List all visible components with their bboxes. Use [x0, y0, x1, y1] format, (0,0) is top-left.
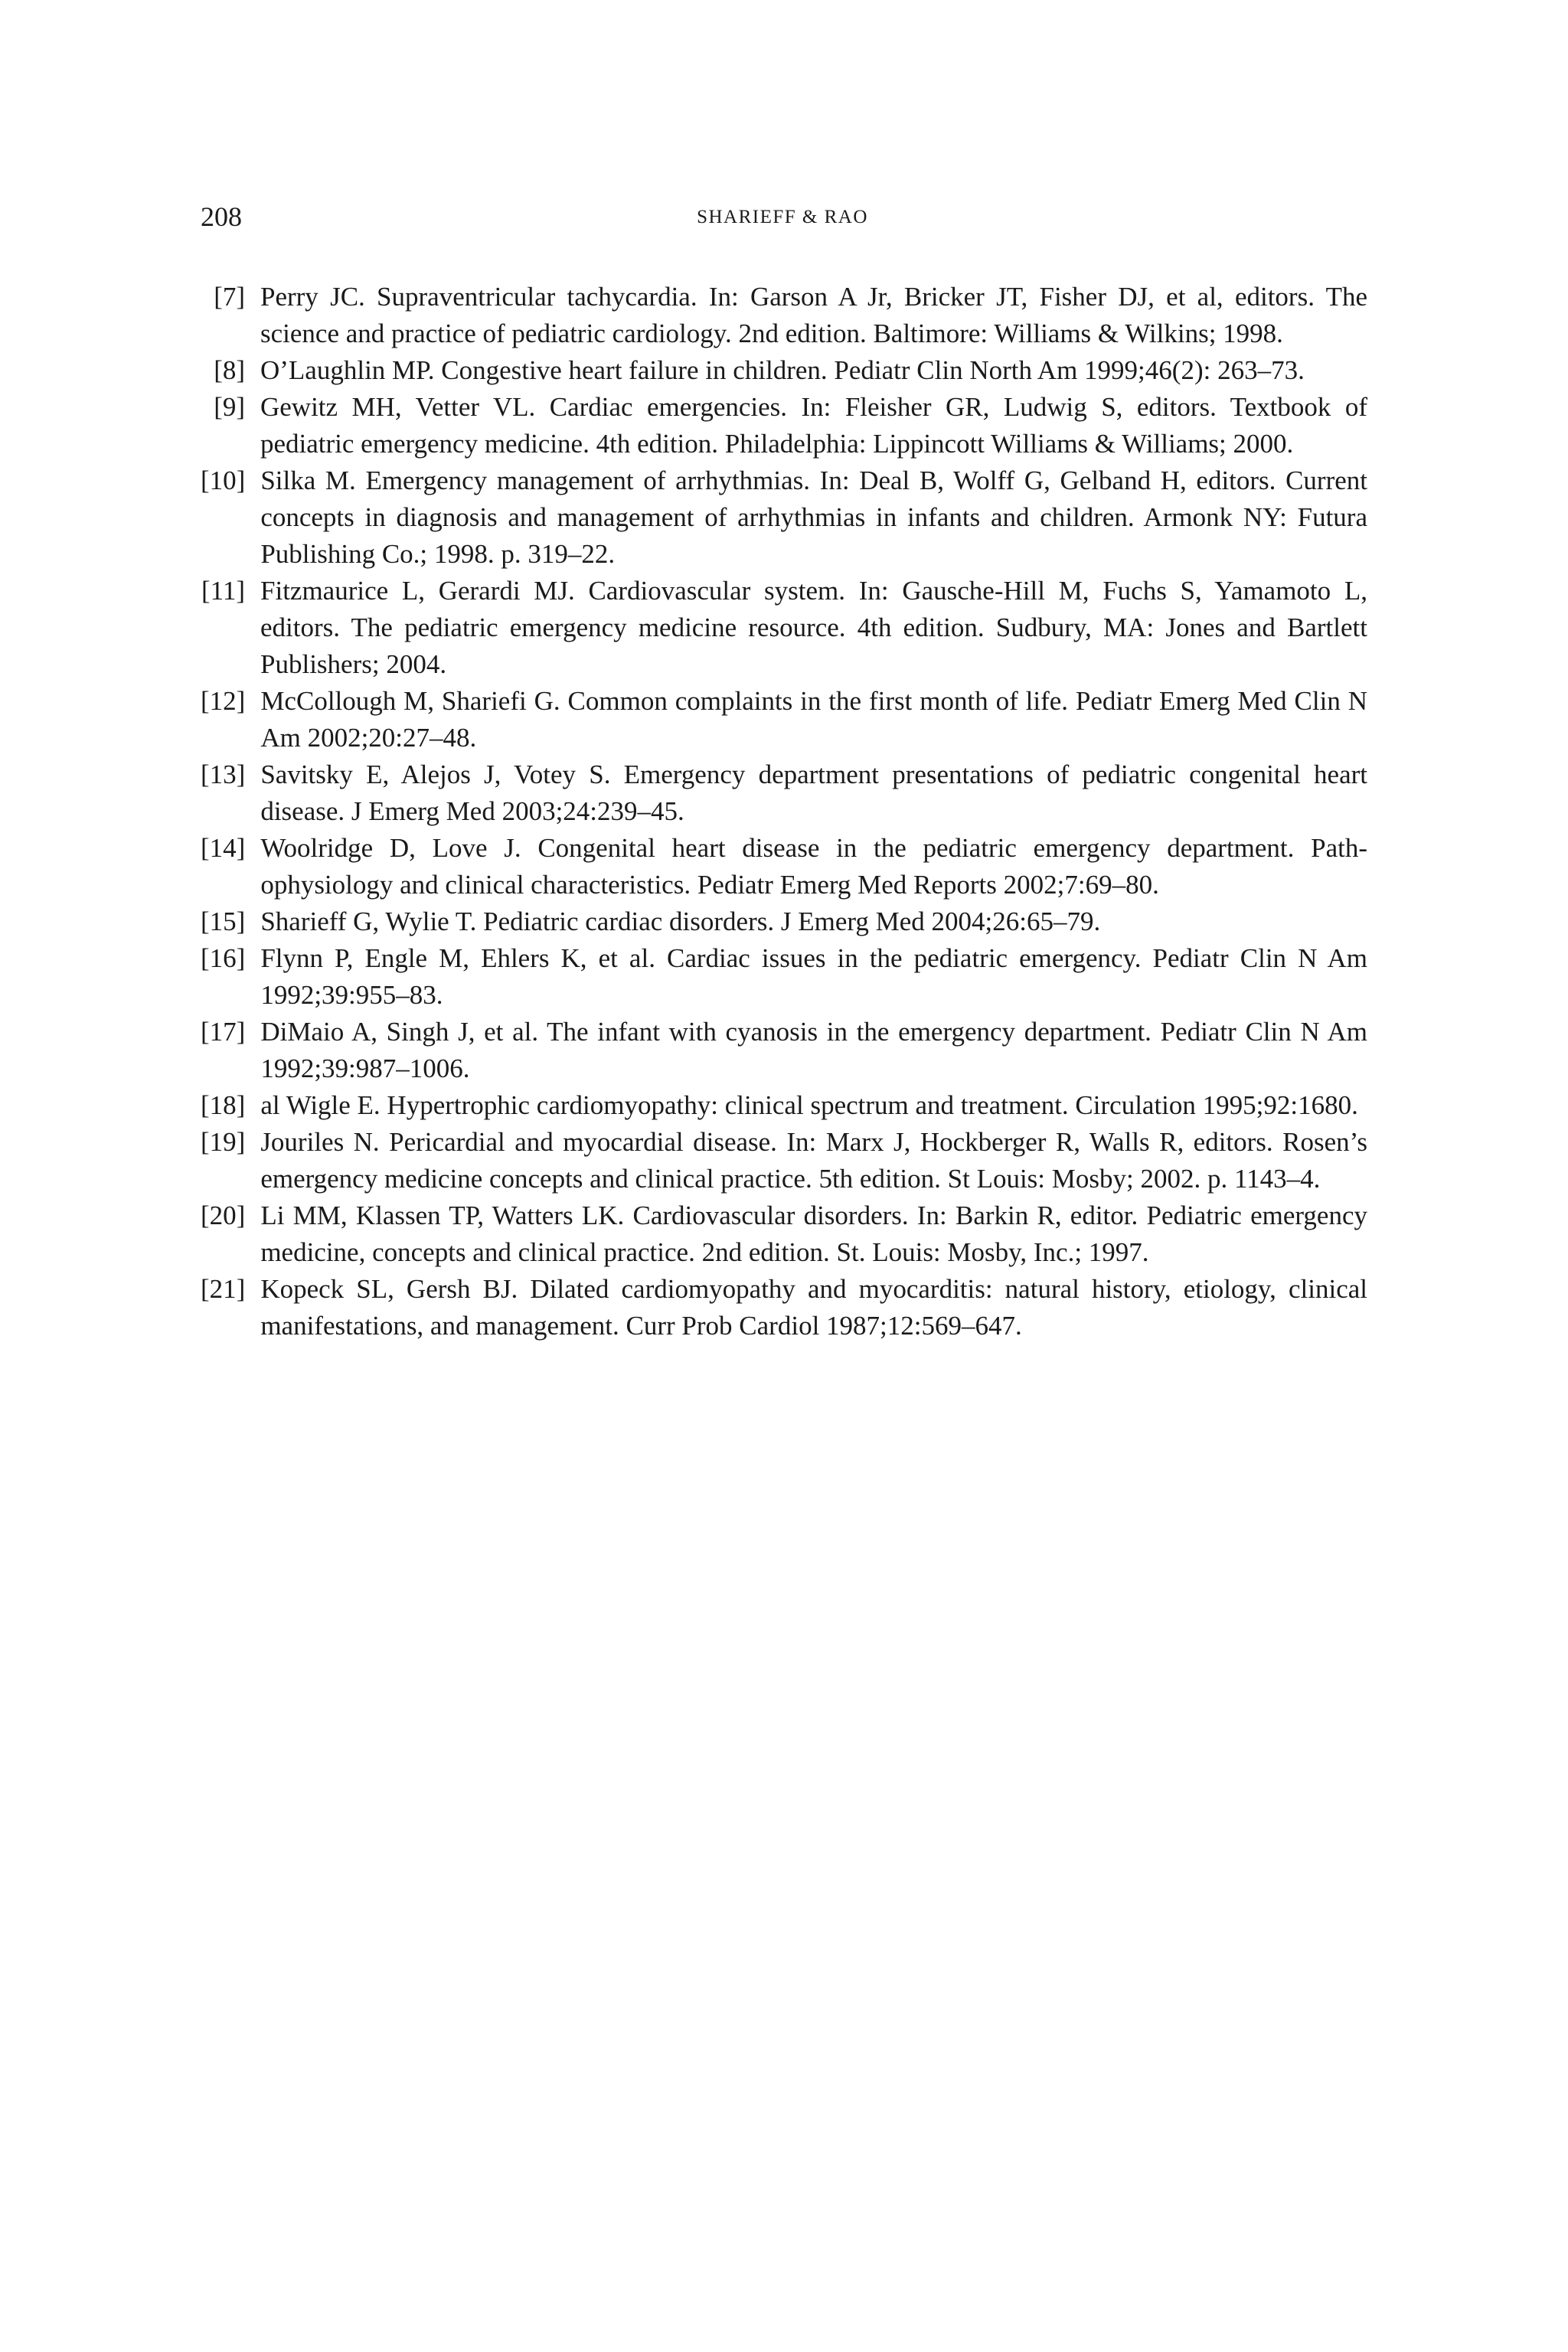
- reference-item: [201, 683, 1367, 756]
- reference-text: Flynn P, Engle M, Ehlers K, et al. Cardiac issues in the pediatric emergency. Pediatr Clin N Am 1992;39:955–83.: [260, 943, 1367, 1010]
- reference-number: [11]: [201, 576, 245, 606]
- reference-text: Gewitz MH, Vetter VL. Cardiac emergencies. In: Fleisher GR, Ludwig S, editors. Textbook of pediatric emergency medicine. 4th edition. Philadelphia: Lippincott Williams & Williams; 2000.: [260, 392, 1367, 459]
- reference-item: [201, 756, 1367, 830]
- reference-item: [201, 1197, 1367, 1271]
- reference-number: [10]: [201, 466, 246, 495]
- page-header: [201, 198, 1364, 236]
- running-head: SHARIEFF & RAO: [697, 207, 868, 227]
- reference-text: al Wigle E. Hypertrophic cardiomyopathy: clinical spectrum and treatment. Circulation 1995;92:1680.: [260, 1090, 1358, 1120]
- reference-number: [7]: [214, 282, 245, 312]
- reference-number: [8]: [214, 355, 245, 385]
- reference-text: Silka M. Emergency management of arrhythmias. In: Deal B, Wolff G, Gelband H, editors. Current concepts in diagnosis and management of arrhythmias in infants and children. Armonk NY: Futura Publishing Co.; 1998. p. 319–22.: [260, 466, 1367, 569]
- reference-item: [201, 279, 1367, 352]
- reference-item: [201, 940, 1367, 1014]
- reference-text: Li MM, Klassen TP, Watters LK. Cardiovascular disorders. In: Barkin R, editor. Pediatric emergency medicine, concepts and clinical practice. 2nd edition. St. Louis: Mosby, Inc.; 1997.: [260, 1200, 1367, 1267]
- reference-number: [17]: [201, 1017, 246, 1047]
- reference-number: [19]: [201, 1127, 246, 1157]
- reference-number: [21]: [201, 1274, 246, 1304]
- reference-list: [201, 279, 1367, 1344]
- reference-item: [201, 1124, 1367, 1197]
- reference-text: Sharieff G, Wylie T. Pediatric cardiac disorders. J Emerg Med 2004;26:65–79.: [260, 906, 1101, 936]
- reference-number: [15]: [201, 906, 246, 936]
- reference-item: [201, 352, 1367, 389]
- reference-text: Perry JC. Supraventricular tachycardia. In: Garson A Jr, Bricker JT, Fisher DJ, et al, editors. The science and practice of pediatric cardiology. 2nd edition. Baltimore: Williams & Wilkins; 1998.: [260, 282, 1367, 348]
- reference-number: [14]: [201, 833, 246, 863]
- reference-text: Savitsky E, Alejos J, Votey S. Emergency department presentations of pediatric congenital heart disease. J Emerg Med 2003;24:239–45.: [260, 760, 1367, 826]
- reference-text: Kopeck SL, Gersh BJ. Dilated cardiomyopathy and myocarditis: natural history, etiology, clinical manifestations, and management. Curr Prob Cardiol 1987;12:569–647.: [260, 1274, 1367, 1341]
- reference-number: [9]: [214, 392, 245, 422]
- reference-number: [13]: [201, 760, 246, 789]
- reference-text: Fitzmaurice L, Gerardi MJ. Cardiovascular system. In: Gausche-Hill M, Fuchs S, Yamamoto L, editors. The pediatric emergency medicine resource. 4th edition. Sudbury, MA: Jones and Bartlett Publishers; 2004.: [260, 576, 1367, 679]
- reference-item: [201, 830, 1367, 903]
- reference-text: Woolridge D, Love J. Congenital heart disease in the pediatric emergency department. Pathophysiology and clinical characteristics. Pediatr Emerg Med Reports 2002;7:69–80.: [260, 833, 1367, 900]
- reference-item: [201, 389, 1367, 462]
- page-number: 208: [201, 201, 242, 232]
- reference-number: [20]: [201, 1200, 246, 1230]
- reference-text: McCollough M, Shariefi G. Common complaints in the first month of life. Pediatr Emerg Med Clin N Am 2002;20:27–48.: [260, 686, 1367, 753]
- reference-item: [201, 1014, 1367, 1087]
- reference-text: DiMaio A, Singh J, et al. The infant with cyanosis in the emergency department. Pediatr Clin N Am 1992;39:987–1006.: [260, 1017, 1367, 1083]
- reference-number: [18]: [201, 1090, 246, 1120]
- reference-item: [201, 1087, 1367, 1124]
- reference-text: Jouriles N. Pericardial and myocardial disease. In: Marx J, Hockberger R, Walls R, editors. Rosen’s emergency medicine concepts and clinical practice. 5th edition. St Louis: Mosby; 2002. p. 1143–4.: [260, 1127, 1367, 1194]
- reference-number: [16]: [201, 943, 246, 973]
- reference-item: [201, 903, 1367, 940]
- reference-number: [12]: [201, 686, 246, 716]
- reference-text: O’Laughlin MP. Congestive heart failure in children. Pediatr Clin North Am 1999;46(2): 263–73.: [260, 355, 1305, 385]
- reference-item: [201, 462, 1367, 573]
- reference-item: [201, 1271, 1367, 1344]
- reference-item: [201, 573, 1367, 683]
